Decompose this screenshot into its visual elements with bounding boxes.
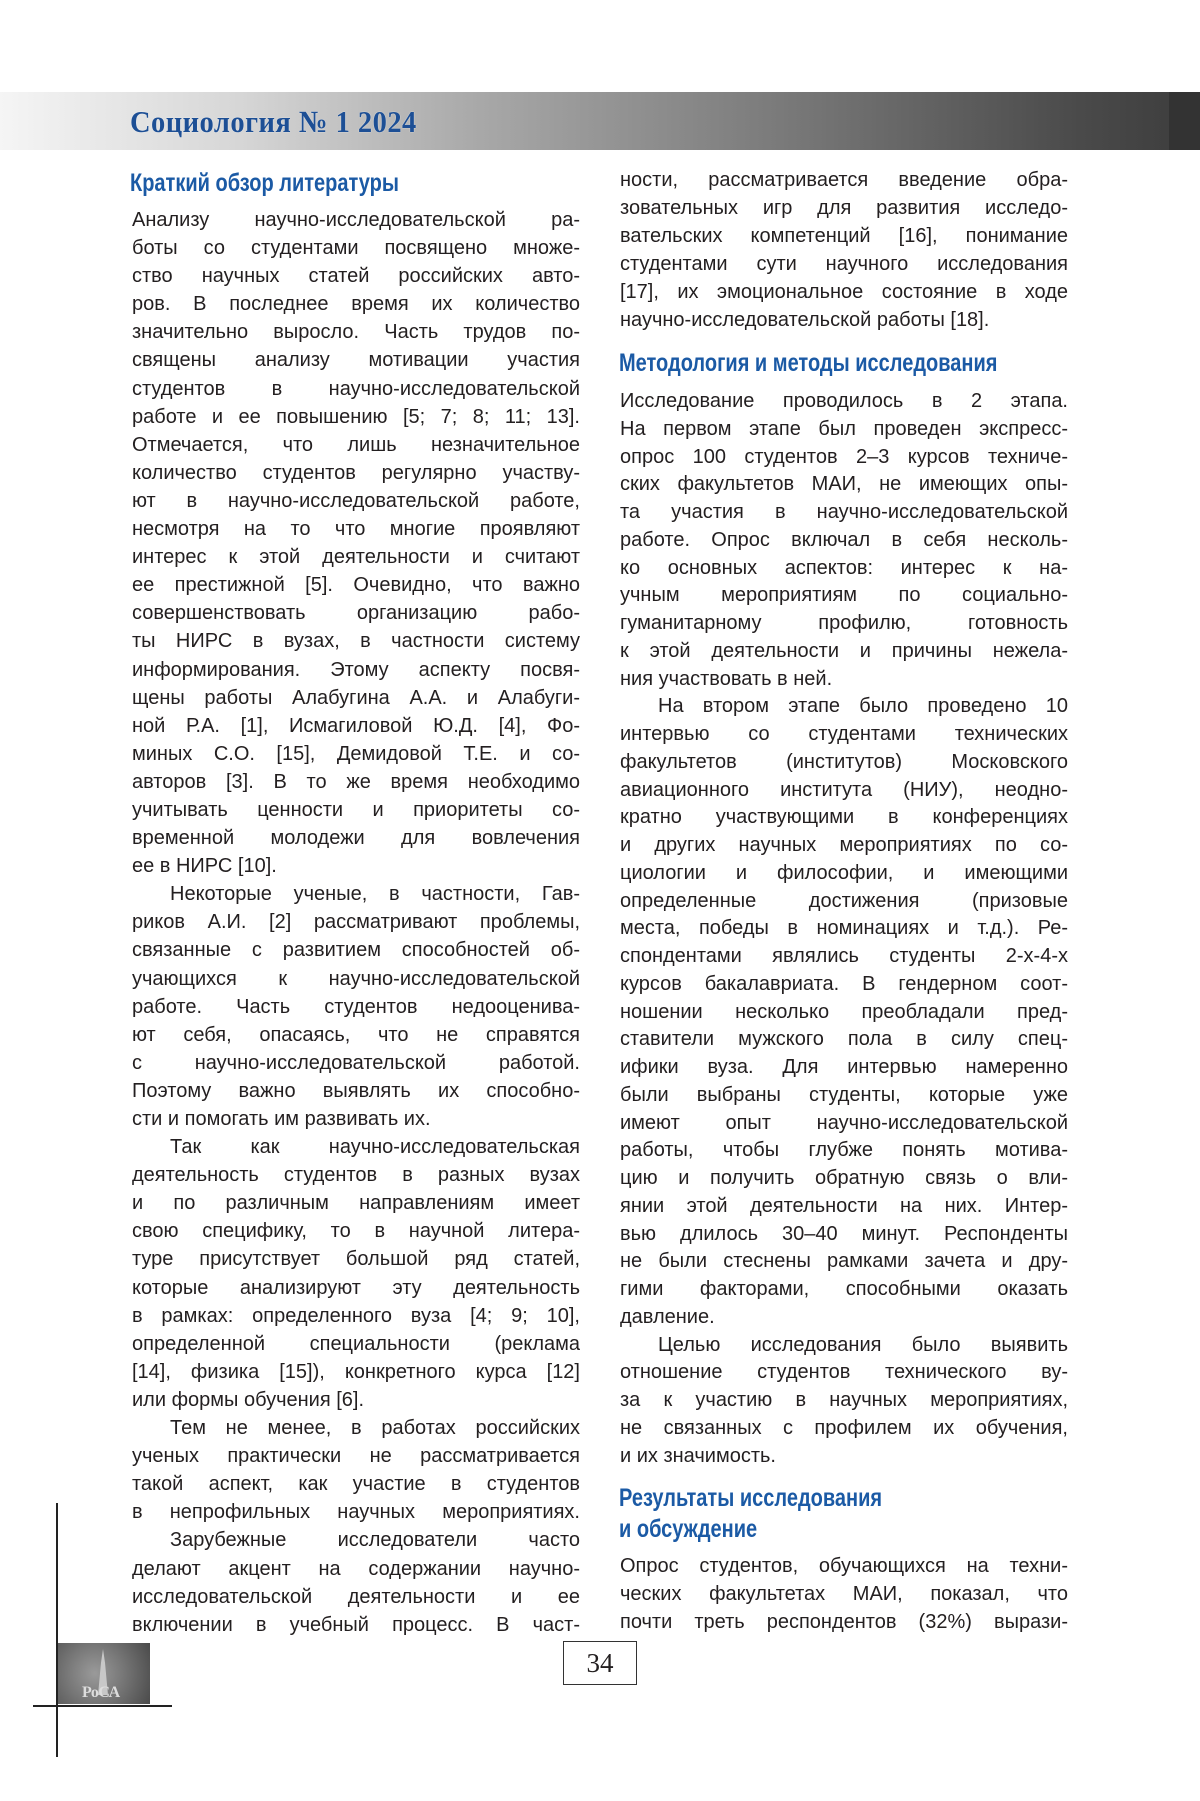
text-line: Так как научно-исследовательская [132,1133,580,1161]
crop-mark-horizontal [33,1705,172,1707]
section-heading-methods: Методология и методы исследования [619,348,997,379]
text-line: ют себя, опасаясь, что не справятся [132,1021,580,1049]
text-line: студентами сути научного исследования [620,250,1068,278]
text-line: делают акцент на содержании научно- [132,1555,580,1583]
text-line: давление. [620,1304,1068,1332]
text-line: цию и получить обратную связь о вли- [620,1165,1068,1193]
text-line: спондентами являлись студенты 2-х-4-х [620,943,1068,971]
text-line: почти треть респондентов (32%) вырази- [620,1608,1068,1636]
text-line: связанные с развитием способностей об- [132,936,580,964]
text-line: работе. Опрос включал в себя несколь- [620,527,1068,555]
text-line: учающихся к научно-исследовательской [132,965,580,993]
results-text [620,1552,1068,1636]
text-line: к этой деятельности и причины нежела- [620,638,1068,666]
text-line: ифики вуза. Для интервью намеренно [620,1054,1068,1082]
text-line: информирования. Этому аспекту посвя- [132,656,580,684]
text-line: та участия в научно-исследовательской [620,499,1068,527]
text-line: кратно участвующими в конференциях [620,804,1068,832]
section-heading-results-line2: и обсуждение [619,1514,757,1545]
text-line: Исследование проводилось в 2 этапа. [620,388,1068,416]
text-line: Опрос студентов, обучающихся на техни- [620,1552,1068,1580]
text-line: работе и ее повышению [5; 7; 8; 11; 13]. [132,403,580,431]
text-line: сти и помогать им развивать их. [132,1105,580,1133]
text-line: или формы обучения [6]. [132,1386,580,1414]
text-line: студентов в научно-исследовательской [132,375,580,403]
text-line: и их значимость. [620,1443,1068,1471]
text-line: ученых практически не рассматривается [132,1442,580,1470]
text-line: интерес к этой деятельности и считают [132,543,580,571]
text-line: значительно выросло. Часть трудов по- [132,318,580,346]
logo-text: РоСА [82,1684,120,1702]
journal-title: Социология № 1 2024 [130,104,417,140]
text-line: такой аспект, как участие в студентов [132,1470,580,1498]
text-line: На втором этапе было проведено 10 [620,693,1068,721]
text-line: ты НИРС в вузах, в частности систему [132,627,580,655]
text-line: учным мероприятиям по социально- [620,582,1068,610]
text-line: деятельность студентов в разных вузах [132,1161,580,1189]
text-line: работы, чтобы глубже понять мотива- [620,1137,1068,1165]
text-line: [14], физика [15]), конкретного курса [12] [132,1358,580,1386]
text-line: учитывать ценности и приоритеты со- [132,796,580,824]
text-line: ности, рассматривается введение обра- [620,166,1068,194]
text-line: гими факторами, способными оказать [620,1276,1068,1304]
text-line: ческих факультетах МАИ, показал, что [620,1580,1068,1608]
text-line: туре присутствует большой ряд статей, [132,1245,580,1273]
text-line: ство научных статей российских авто- [132,262,580,290]
text-line: Поэтому важно выявлять их способно- [132,1077,580,1105]
text-line: временной молодежи для вовлечения [132,824,580,852]
text-line: боты со студентами посвящено множе- [132,234,580,262]
text-line: Зарубежные исследователи часто [132,1526,580,1554]
text-line: не связанных с профилем их обучения, [620,1415,1068,1443]
text-line: На первом этапе был проведен экспресс- [620,416,1068,444]
methods-text [620,388,1068,1470]
text-line: циологии и философии, и имеющими [620,860,1068,888]
text-line: [17], их эмоциональное состояние в ходе [620,278,1068,306]
text-line: определенной специальности (реклама [132,1330,580,1358]
text-line: включении в учебный процесс. В част- [132,1611,580,1639]
right-column-continuation [620,166,1068,335]
text-line: ских факультетов МАИ, не имеющих опы- [620,471,1068,499]
text-line: курсов бакалавриата. В гендерном соот- [620,971,1068,999]
text-line: и других научных мероприятиях по со- [620,832,1068,860]
text-line: были выбраны студенты, которые уже [620,1082,1068,1110]
rosa-logo [58,1643,150,1704]
text-line: миных С.О. [15], Демидовой Т.Е. и со- [132,740,580,768]
text-line: места, победы в номинациях и т.д.). Ре- [620,915,1068,943]
text-line: Тем не менее, в работах российских [132,1414,580,1442]
text-line: свою специфику, то в научной литера- [132,1217,580,1245]
section-heading-literature: Краткий обзор литературы [130,168,399,199]
text-line: риков А.И. [2] рассматривают проблемы, [132,908,580,936]
text-line: которые анализируют эту деятельность [132,1274,580,1302]
text-line: количество студентов регулярно участву- [132,459,580,487]
text-line: ют в научно-исследовательской работе, [132,487,580,515]
text-line: в рамках: определенного вуза [4; 9; 10], [132,1302,580,1330]
text-line: зовательных игр для развития исследо- [620,194,1068,222]
text-line: интервью со студентами технических [620,721,1068,749]
text-line: в непрофильных научных мероприятиях. [132,1498,580,1526]
header-dark-block [1169,92,1200,150]
text-line: ношении несколько преобладали пред- [620,999,1068,1027]
text-line: не были стеснены рамками зачета и дру- [620,1248,1068,1276]
left-column-text [132,206,580,1639]
text-line: несмотря на то что многие проявляют [132,515,580,543]
text-line: научно-исследовательской работы [18]. [620,306,1068,334]
text-line: щены работы Алабугина А.А. и Алабуги- [132,684,580,712]
text-line: Некоторые ученые, в частности, Гав- [132,880,580,908]
text-line: отношение студентов технического ву- [620,1359,1068,1387]
text-line: с научно-исследовательской работой. [132,1049,580,1077]
text-line: ной Р.А. [1], Исмагиловой Ю.Д. [4], Фо- [132,712,580,740]
text-line: Анализу научно-исследовательской ра- [132,206,580,234]
text-line: за к участию в научных мероприятиях, [620,1387,1068,1415]
text-line: янии этой деятельности на них. Интер- [620,1193,1068,1221]
text-line: Целью исследования было выявить [620,1332,1068,1360]
text-line: ров. В последнее время их количество [132,290,580,318]
text-line: вью длилось 30–40 минут. Респонденты [620,1221,1068,1249]
text-line: авиационного института (НИУ), неодно- [620,777,1068,805]
section-heading-results-line1: Результаты исследования [619,1483,882,1514]
text-line: авторов [3]. В то же время необходимо [132,768,580,796]
text-line: Отмечается, что лишь незначительное [132,431,580,459]
crop-mark-vertical [56,1503,58,1757]
text-line: и по различным направлениям имеет [132,1189,580,1217]
text-line: вательских компетенций [16], понимание [620,222,1068,250]
text-line: определенные достижения (призовые [620,888,1068,916]
text-line: ее в НИРС [10]. [132,852,580,880]
text-line: работе. Часть студентов недооценива- [132,993,580,1021]
text-line: ставители мужского пола в силу спец- [620,1026,1068,1054]
text-line: священы анализу мотивации участия [132,346,580,374]
text-line: совершенствовать организацию рабо- [132,599,580,627]
text-line: ния участвовать в ней. [620,666,1068,694]
text-line: имеют опыт научно-исследовательской [620,1110,1068,1138]
text-line: исследовательской деятельности и ее [132,1583,580,1611]
text-line: опрос 100 студентов 2–3 курсов техниче- [620,444,1068,472]
text-line: факультетов (институтов) Московского [620,749,1068,777]
text-line: ко основных аспектов: интерес к на- [620,555,1068,583]
text-line: ее престижной [5]. Очевидно, что важно [132,571,580,599]
page-number: 34 [563,1641,637,1685]
text-line: гуманитарному профилю, готовность [620,610,1068,638]
